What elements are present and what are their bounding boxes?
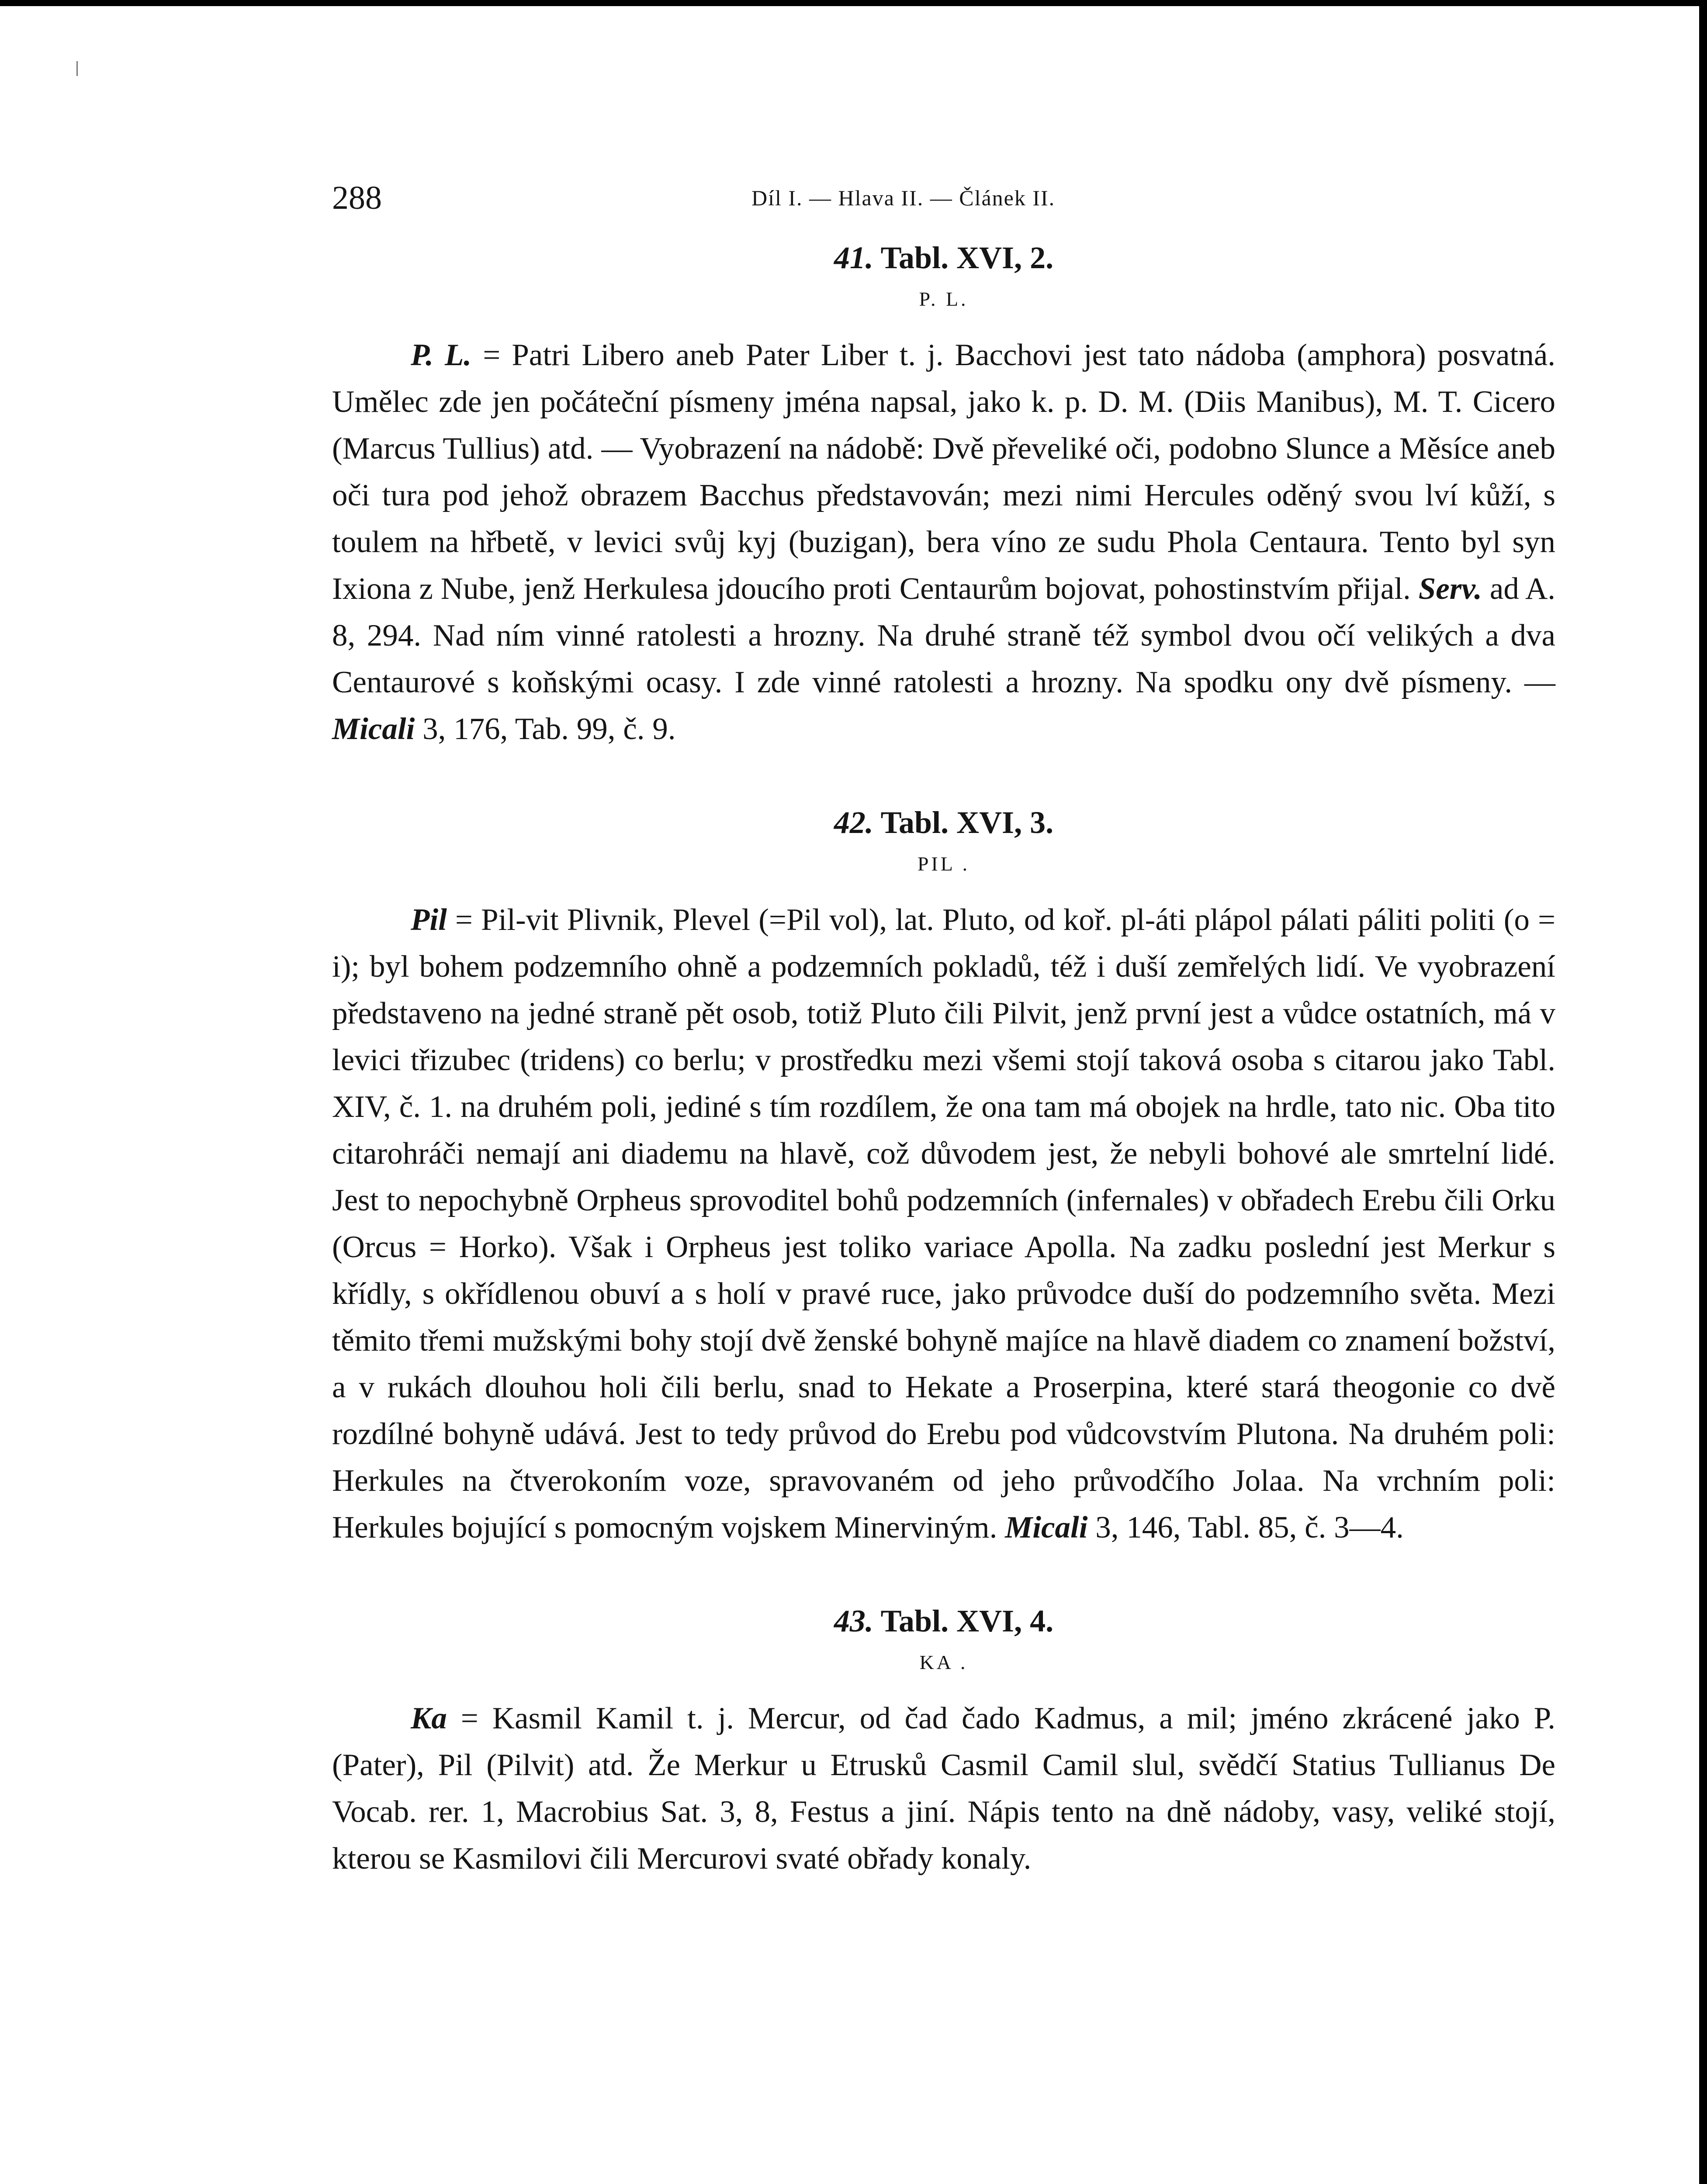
entry-number: 43.	[834, 1603, 873, 1638]
entry-42	[332, 801, 1555, 1551]
entry-title	[332, 801, 1555, 844]
lead-term: Pil	[411, 903, 447, 937]
page-body	[332, 170, 1555, 1895]
entry-title	[332, 236, 1555, 280]
entry-text	[332, 332, 1555, 753]
text-segment: 3, 176, Tab. 99, č. 9.	[415, 712, 676, 746]
entry-number: 41.	[834, 240, 873, 275]
entry-plate-ref: Tabl. XVI, 4.	[873, 1603, 1054, 1638]
page-number: 288	[332, 180, 382, 216]
scan-mark	[76, 61, 78, 76]
lead-term: Ka	[411, 1701, 447, 1735]
citation: Micali	[332, 712, 415, 746]
running-head: Díl I. — Hlava II. — Článek II.	[751, 186, 1056, 210]
lead-term: P. L.	[411, 338, 472, 372]
text-segment: = Kasmil Kamil t. j. Mercur, od čad čado Kadmus, a mil; jméno zkrácené jako P. (Pater), Pil (Pilvit) atd. Že Merkur u Etrusků Casmil Camil slul, svědčí Statius Tullianus De Vocab. rer. 1, Macrobius Sat. 3, 8, Festus a jiní. Nápis tento na dně nádoby, vasy, veliké stojí, kterou se Kasmilovi čili Mercurovi svaté obřady konaly.	[332, 1701, 1555, 1876]
inscription: P. L.	[919, 288, 969, 310]
entry-title	[332, 1599, 1555, 1643]
text-segment: = Patri Libero aneb Pater Liber t. j. Bacchovi jest tato nádoba (amphora) posvatná. Umělec zde jen počáteční písmeny jména napsal, jako k. p. D. M. (Diis Manibus), M. T. Cicero (Marcus Tullius) atd. — Vyobrazení na nádobě: Dvě převeliké oči, podobno Slunce a Měsíce aneb oči tura pod jehož obrazem Bacchus představován; mezi nimi Hercules oděný svou lví kůží, s toulem na hřbetě, v levici svůj kyj (buzigan), bera víno ze sudu Phola Centaura. Tento byl syn Ixiona z Nube, jenž Herkulesa jdoucího proti Centaurům bojovat, pohostinstvím přijal.	[332, 338, 1556, 606]
text-segment: 3, 146, Tabl. 85, č. 3—4.	[1087, 1510, 1404, 1545]
inscription: PIL .	[917, 853, 970, 875]
section-gap	[332, 766, 1555, 801]
citation: Micali	[1005, 1510, 1088, 1545]
entry-41	[332, 236, 1555, 753]
text-segment: = Pil-vit Plivnik, Plevel (=Pil vol), lat. Pluto, od koř. pl-áti plápol pálati páliti politi (o = i); byl bohem podzemního ohně a podzemních pokladů, též i duší zemřelých lidí. Ve vyobrazení představeno na jedné straně pět osob, totiž Pluto čili Pilvit, jenž první jest a vůdce ostatních, má v levici třizubec (tridens) co berlu; v prostředku mezi všemi stojí taková osoba s citarou jako Tabl. XIV, č. 1. na druhém poli, jediné s tím rozdílem, že ona tam má obojek na hrdle, tato nic. Oba tito citarohráči nemají ani diademu na hlavě, což důvodem jest, že nebyli bohové ale smrtelní lidé. Jest to nepochybně Orpheus sprovoditel bohů podzemních (infernales) v obřadech Erebu čili Orku (Orcus = Horko). Však i Orpheus jest toliko variace Apolla. Na zadku poslední jest Merkur s křídly, s okřídlenou obuví a s holí v pravé ruce, jako průvodce duší do podzemního světa. Mezi těmito třemi mužskými bohy stojí dvě ženské bohyně majíce na hlavě diadem co znamení božství, a v rukách dlouhou holi čili berlu, snad to Hekate a Proserpina, které stará theogonie co dvě rozdílné bohyně udává. Jest to tedy průvod do Erebu pod vůdcovstvím Plutona. Na druhém poli: Herkules na čtverokoním voze, spravovaném od jeho průvodčího Jolaa. Na vrchním poli: Herkules bojující s pomocným vojskem Minerviným.	[332, 903, 1555, 1545]
entry-plate-ref: Tabl. XVI, 3.	[873, 805, 1054, 840]
entry-text	[332, 1695, 1555, 1882]
entry-plate-ref: Tabl. XVI, 2.	[873, 240, 1054, 275]
scan-border-top	[0, 0, 1707, 6]
entry-number: 42.	[834, 805, 873, 840]
scan-border-right	[1699, 0, 1707, 2184]
entry-text	[332, 897, 1555, 1551]
page-header	[332, 170, 1555, 236]
citation: Serv.	[1418, 572, 1482, 606]
text-segment: ad A. 8, 294. Nad ním vinné ratolesti a hrozny. Na druhé straně též symbol dvou očí velikých a dva Centaurové s koňskými ocasy. I zde vinné ratolesti a hrozny. Na spodku ony dvě písmeny. —	[332, 572, 1555, 699]
section-gap	[332, 1564, 1555, 1599]
entry-43	[332, 1599, 1555, 1882]
inscription: KA .	[919, 1651, 968, 1673]
